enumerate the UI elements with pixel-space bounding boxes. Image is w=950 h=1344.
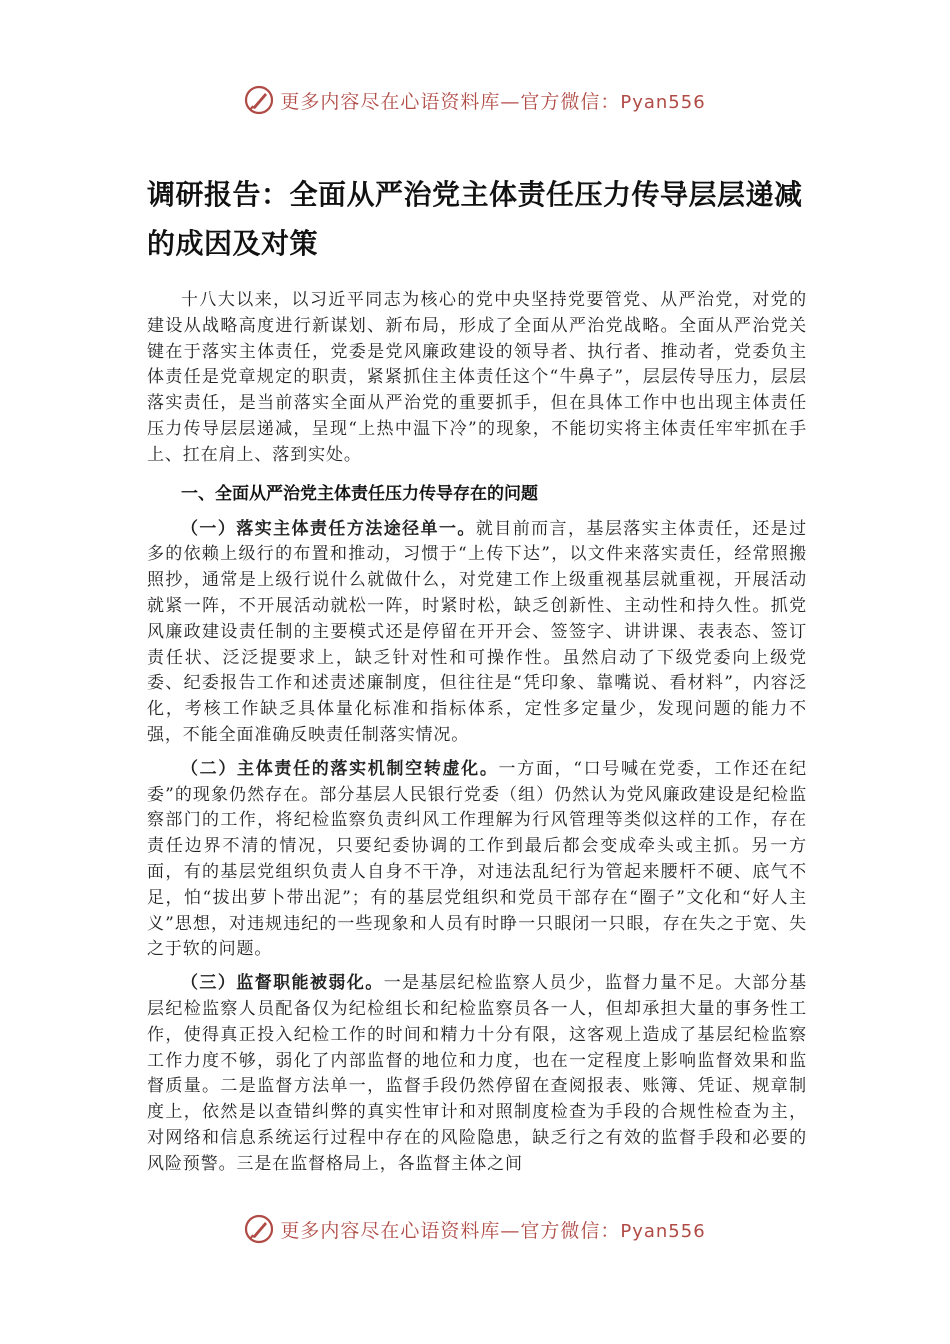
section-1-lead: （一）落实主体责任方法途径单一。	[181, 518, 476, 539]
section-1-body: 就目前而言，基层落实主体责任，还是过多的依赖上级行的布置和推动，习惯于“上传下达”，以文件来落实责任，经常照搬照抄，通常是上级行说什么就做什么，对党建工作上级重视基层就重视，开展活动就紧一阵，不开展活动就松一阵，时紧时松，缺乏创新性、主动性和持久性。抓党风廉政建设责任制的主要模式还是停留在开开会、签签字、讲讲课、表表态、签订责任状、泛泛提要求上，缺乏针对性和可操作性。虽然启动了下级党委向上级党委、纪委报告工作和述责述廉制度，但往往是“凭印象、靠嘴说、看材料”，内容泛化，考核工作缺乏具体量化标准和指标体系，定性多定量少，发现问题的能力不强，不能全面准确反映责任制落实情况。	[147, 518, 808, 745]
section-heading: 一、全面从严治党主体责任压力传导存在的问题	[181, 483, 538, 504]
quill-pen-icon	[244, 85, 274, 115]
section-paragraph-2	[147, 757, 807, 963]
watermark-text: 更多内容尽在心语资料库—官方微信：Pyan556	[280, 1219, 706, 1242]
section-3-lead: （三）监督职能被弱化。	[181, 973, 384, 994]
section-3-body: 一是基层纪检监察人员少，监督力量不足。大部分基层纪检监察人员配备仅为纪检组长和纪检监察员各一人，但却承担大量的事务性工作，使得真正投入纪检工作的时间和精力十分有限，这客观上造成了基层纪检监察工作力度不够，弱化了内部监督的地位和力度，也在一定程度上影响监督效果和监督质量。二是监督方法单一，监督手段仍然停留在查阅报表、账簿、凭证、规章制度上，依然是以查错纠弊的真实性审计和对照制度检查为手段的合规性检查为主，对网络和信息系统运行过程中存在的风险隐患，缺乏行之有效的监督手段和必要的风险预警。三是在监督格局上，各监督主体之间	[147, 973, 807, 1174]
section-2-body: 一方面，“口号喊在党委，工作还在纪委”的现象仍然存在。部分基层人民银行党委（组）仍然认为党风廉政建设是纪检监察部门的工作，将纪检监察负责纠风工作理解为行风管理等类似这样的工作，存在责任边界不清的情况，只要纪委协调的工作到最后都会变成牵头或主抓。另一方面，有的基层党组织负责人自身不干净，对违法乱纪行为管起来腰杆不硬、底气不足，怕“拔出萝卜带出泥”；有的基层党组织和党员干部存在“圈子”文化和“好人主义”思想，对违规违纪的一些现象和人员有时睁一只眼闭一只眼，存在失之于宽、失之于软的问题。	[147, 758, 807, 960]
section-2-lead: （二）主体责任的落实机制空转虚化。	[181, 758, 499, 779]
watermark-banner-top	[0, 82, 950, 118]
section-paragraph-3	[147, 971, 807, 1177]
watermark-text: 更多内容尽在心语资料库—官方微信：Pyan556	[280, 90, 706, 113]
document-title: 调研报告：全面从严治党主体责任压力传导层层递减的成因及对策	[147, 178, 803, 260]
quill-pen-icon	[244, 1214, 274, 1244]
intro-paragraph: 十八大以来，以习近平同志为核心的党中央坚持党要管党、从严治党，对党的建设从战略高度进行新谋划、新布局，形成了全面从严治党战略。全面从严治党关键在于落实主体责任，党委是党风廉政建设的领导者、执行者、推动者，党委负主体责任是党章规定的职责，紧紧抓住主体责任这个“牛鼻子”，层层传导压力，层层落实责任，是当前落实全面从严治党的重要抓手，但在具体工作中也出现主体责任压力传导层层递减，呈现“上热中温下冷”的现象，不能切实将主体责任牢牢抓在手上、扛在肩上、落到实处。	[147, 290, 807, 465]
document-page	[147, 170, 807, 1178]
watermark-banner-bottom	[0, 1211, 950, 1247]
section-paragraph-1	[147, 517, 807, 749]
